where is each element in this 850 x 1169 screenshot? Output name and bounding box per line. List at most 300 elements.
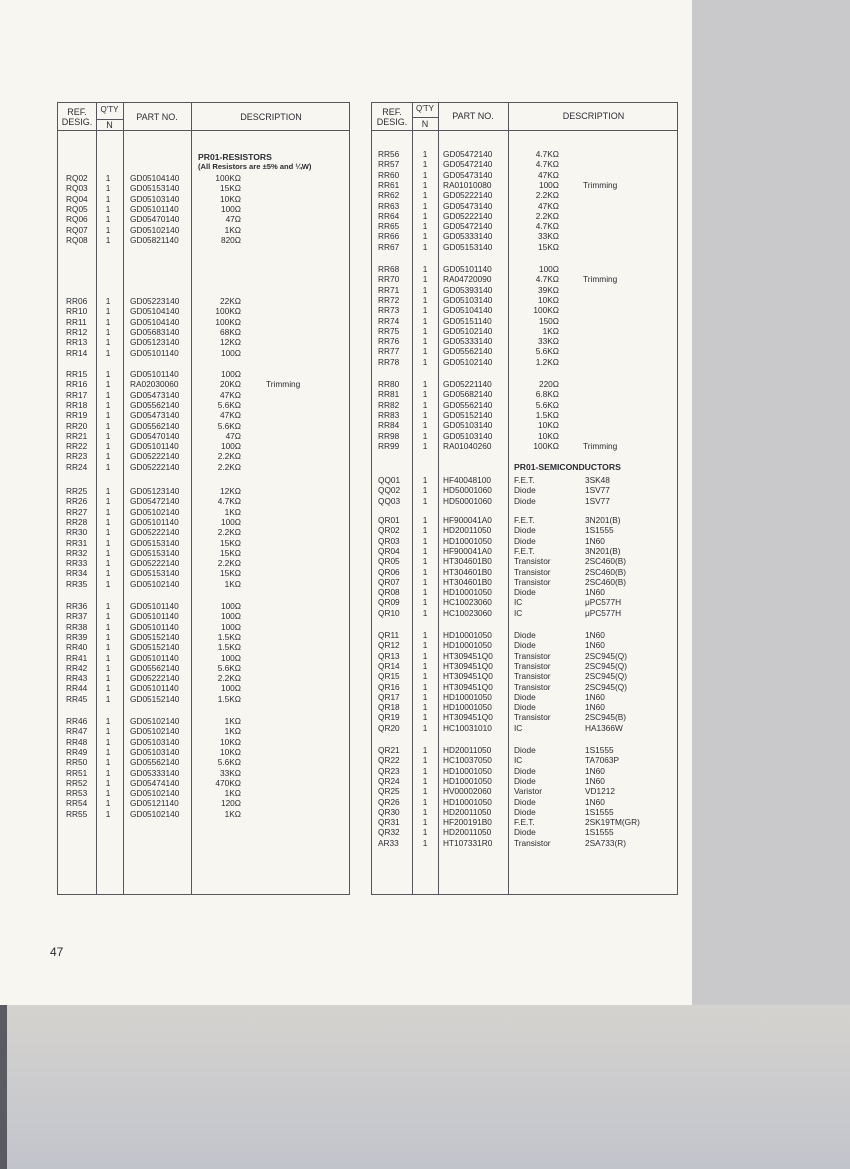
part-number: GD05102140: [443, 356, 493, 367]
part-number: GD05102140: [130, 506, 180, 517]
resistance-value: 100Ω: [220, 621, 241, 632]
ref-designator: QR01: [378, 515, 400, 525]
quantity: 1: [105, 642, 111, 653]
table-row: [58, 798, 349, 808]
part-number: GD05562140: [130, 420, 180, 431]
quantity: 1: [422, 169, 428, 180]
table-row: [372, 420, 677, 430]
table-row: [58, 390, 349, 400]
table-row: [372, 379, 677, 389]
part-number: GD05101140: [130, 611, 179, 622]
resistance-value: 15KΩ: [538, 241, 559, 252]
part-number: HF900041A0: [443, 515, 492, 525]
quantity: 1: [422, 837, 428, 848]
resistance-value: 100KΩ: [215, 316, 241, 327]
quantity: 1: [422, 190, 428, 201]
part-number: GD05473140: [443, 169, 493, 180]
quantity: 1: [105, 337, 111, 348]
ref-designator: QR13: [378, 650, 400, 661]
component-type: F.E.T.: [514, 817, 535, 828]
quantity: 1: [422, 681, 428, 692]
parts-table-left: [57, 102, 350, 895]
quantity: 1: [105, 673, 111, 684]
quantity: 1: [422, 284, 428, 295]
component-code: 1N60: [585, 640, 605, 651]
table-row: [372, 305, 677, 315]
resistance-value: 2.2KΩ: [217, 451, 241, 462]
header-divider: [372, 130, 677, 131]
quantity: 1: [422, 221, 428, 232]
part-number: GD05102140: [130, 578, 180, 589]
quantity: 1: [422, 294, 428, 305]
ref-designator: RR61: [378, 179, 400, 190]
table-row: [372, 400, 677, 410]
part-number: HT304601B0: [443, 556, 492, 567]
table-row: [58, 296, 349, 306]
part-number: GD05222140: [130, 558, 180, 569]
ref-designator: RR16: [66, 379, 88, 390]
quantity: 1: [105, 736, 111, 747]
table-row: [58, 642, 349, 652]
ref-designator: RQ05: [66, 203, 88, 214]
quantity: 1: [105, 788, 111, 799]
part-number: GD05153140: [130, 547, 180, 558]
quantity: 1: [422, 475, 428, 485]
ref-designator: RR75: [378, 325, 400, 336]
quantity: 1: [105, 193, 111, 204]
ref-designator: RQ06: [66, 214, 88, 225]
table-row: [372, 556, 677, 566]
part-number: HD20011050: [443, 745, 492, 755]
part-number: GD05473140: [130, 410, 180, 421]
ref-designator: RR73: [378, 305, 400, 316]
quantity: 1: [105, 234, 111, 245]
ref-designator: AR33: [378, 837, 399, 848]
quantity: 1: [105, 767, 111, 778]
component-type: IC: [514, 597, 523, 608]
ref-designator: RR62: [378, 190, 400, 201]
table-row: [58, 673, 349, 683]
table-row: [58, 337, 349, 347]
table-row: [58, 507, 349, 517]
ref-designator: RR80: [378, 379, 400, 389]
ref-designator: QR23: [378, 765, 400, 776]
ref-designator: RR41: [66, 652, 88, 663]
quantity: 1: [105, 578, 111, 589]
quantity: 1: [422, 495, 428, 506]
part-number: GD05821140: [130, 234, 179, 245]
table-row: [372, 671, 677, 681]
table-row: [58, 306, 349, 316]
component-code: 2SC460(B): [585, 556, 627, 567]
resistance-value: 33KΩ: [538, 336, 559, 347]
quantity: 1: [422, 827, 428, 838]
quantity: 1: [105, 451, 111, 462]
ref-designator: RR21: [66, 430, 88, 441]
part-number: GD05153140: [443, 241, 493, 252]
quantity: 1: [422, 545, 428, 556]
ref-designator: QR14: [378, 660, 400, 671]
component-type: Diode: [514, 765, 536, 776]
table-row: [372, 755, 677, 765]
resistance-value: 470KΩ: [215, 777, 241, 788]
part-number: HD50001060: [443, 485, 492, 496]
quantity: 1: [422, 346, 428, 357]
table-row: [372, 597, 677, 607]
quantity: 1: [422, 515, 428, 525]
component-code: 2SC945(Q): [585, 671, 627, 682]
quantity: 1: [105, 326, 111, 337]
ref-designator: RQ03: [66, 183, 88, 194]
table-row: [58, 653, 349, 663]
quantity: 1: [105, 798, 111, 809]
table-row: [372, 536, 677, 546]
resistance-value: 47KΩ: [538, 169, 559, 180]
description-note: Trimming: [266, 379, 301, 390]
quantity: 1: [105, 693, 111, 704]
component-type: Diode: [514, 691, 536, 702]
component-type: Transistor: [514, 671, 551, 682]
component-type: Diode: [514, 495, 536, 506]
part-number: RA02030060: [130, 379, 179, 390]
resistance-value: 2.2KΩ: [535, 210, 559, 221]
ref-designator: QR26: [378, 796, 400, 807]
ref-designator: RR71: [378, 284, 400, 295]
resistance-value: 33KΩ: [220, 767, 241, 778]
ref-designator: RR39: [66, 631, 88, 642]
table-row: [58, 183, 349, 193]
quantity: 1: [105, 757, 111, 768]
resistance-value: 10KΩ: [220, 736, 241, 747]
quantity: 1: [105, 808, 111, 819]
ref-designator: RR57: [378, 159, 400, 170]
resistance-value: 100KΩ: [533, 440, 559, 451]
part-number: GD05682140: [443, 389, 493, 400]
table-row: [58, 788, 349, 798]
header-ref-desig: REF. DESIG.: [376, 107, 408, 127]
part-number: GD05101140: [130, 203, 179, 214]
ref-designator: QR19: [378, 712, 400, 723]
qty-subheader-divider: [412, 117, 438, 118]
component-code: 2SC945(Q): [585, 681, 627, 692]
resistance-value: 1KΩ: [224, 788, 241, 799]
part-number: HD10001050: [443, 796, 492, 807]
part-number: GD05562140: [130, 757, 180, 768]
table-row: [372, 316, 677, 326]
part-number: HD20011050: [443, 525, 492, 536]
component-type: Diode: [514, 535, 536, 546]
component-code: 1N60: [585, 535, 605, 546]
part-number: GD05152140: [443, 409, 493, 420]
component-type: Varistor: [514, 786, 542, 797]
table-row: [58, 451, 349, 461]
quantity: 1: [105, 224, 111, 235]
part-number: GD05222140: [443, 190, 493, 201]
table-row: [372, 587, 677, 597]
table-row: [58, 579, 349, 589]
component-code: 2SC945(Q): [585, 660, 627, 671]
ref-designator: RR63: [378, 200, 400, 211]
part-number: HT309451Q0: [443, 681, 493, 692]
quantity: 1: [105, 173, 111, 183]
page-number: 47: [50, 945, 64, 959]
part-number: GD05474140: [130, 777, 180, 788]
component-code: 1N60: [585, 691, 605, 702]
part-number: GD05103140: [443, 430, 493, 441]
resistance-value: 4.7KΩ: [535, 274, 559, 285]
quantity: 1: [105, 461, 111, 472]
part-number: HD10001050: [443, 702, 492, 713]
quantity: 1: [422, 722, 428, 733]
part-number: HD20011050: [443, 827, 492, 838]
component-code: 1SV77: [585, 495, 610, 506]
component-code: HA1366W: [585, 722, 623, 733]
component-type: Diode: [514, 630, 536, 640]
ref-designator: RR60: [378, 169, 400, 180]
quantity: 1: [422, 440, 428, 451]
quantity: 1: [422, 210, 428, 221]
ref-designator: QR02: [378, 525, 400, 536]
component-code: 3SK48: [585, 475, 610, 485]
part-number: GD05152140: [130, 693, 180, 704]
resistance-value: 100Ω: [220, 441, 241, 452]
part-number: GD05101140: [130, 369, 179, 379]
part-number: GD05102140: [130, 808, 180, 819]
quantity: 1: [105, 441, 111, 452]
ref-designator: QR08: [378, 587, 400, 598]
component-type: Diode: [514, 745, 536, 755]
table-row: [58, 486, 349, 496]
component-code: 1N60: [585, 702, 605, 713]
resistance-value: 1KΩ: [224, 224, 241, 235]
component-type: IC: [514, 607, 523, 618]
table-row: [58, 663, 349, 673]
ref-designator: RR42: [66, 662, 88, 673]
resistance-value: 100Ω: [220, 683, 241, 694]
resistance-value: 1KΩ: [224, 726, 241, 737]
ref-designator: RR77: [378, 346, 400, 357]
quantity: 1: [422, 640, 428, 651]
quantity: 1: [105, 506, 111, 517]
ref-designator: RR82: [378, 399, 400, 410]
table-row: [372, 242, 677, 252]
ref-designator: RR50: [66, 757, 88, 768]
table-row: [58, 683, 349, 693]
ref-designator: RR14: [66, 347, 88, 358]
resistance-value: 1KΩ: [224, 808, 241, 819]
table-row: [58, 694, 349, 704]
resistance-value: 150Ω: [538, 315, 559, 326]
quantity: 1: [105, 183, 111, 194]
ref-designator: QR20: [378, 722, 400, 733]
resistance-value: 2.2KΩ: [217, 527, 241, 538]
table-row: [372, 651, 677, 661]
ref-designator: RR66: [378, 231, 400, 242]
component-code: 2SC945(B): [585, 712, 627, 723]
table-row: [372, 640, 677, 650]
table-row: [372, 766, 677, 776]
quantity: 1: [422, 420, 428, 431]
ref-designator: RR28: [66, 516, 88, 527]
resistance-value: 5.6KΩ: [535, 346, 559, 357]
quantity: 1: [422, 775, 428, 786]
ref-designator: RR35: [66, 578, 88, 589]
ref-designator: QR24: [378, 775, 400, 786]
quantity: 1: [422, 356, 428, 367]
table-row: [58, 778, 349, 788]
ref-designator: RR64: [378, 210, 400, 221]
resistance-value: 15KΩ: [220, 183, 241, 194]
ref-designator: QR32: [378, 827, 400, 838]
ref-designator: QR10: [378, 607, 400, 618]
component-code: TA7063P: [585, 755, 619, 766]
quantity: 1: [105, 420, 111, 431]
ref-designator: RQ04: [66, 193, 88, 204]
quantity: 1: [422, 660, 428, 671]
table-row: [58, 317, 349, 327]
part-number: GD05151140: [443, 315, 492, 326]
quantity: 1: [422, 159, 428, 170]
part-number: GD05103140: [130, 193, 180, 204]
quantity: 1: [422, 786, 428, 797]
table-row: [372, 475, 677, 485]
resistance-value: 12KΩ: [220, 486, 241, 496]
table-row: [372, 630, 677, 640]
resistance-value: 15KΩ: [220, 568, 241, 579]
quantity: 1: [422, 274, 428, 285]
ref-designator: QR30: [378, 806, 400, 817]
ref-designator: QR16: [378, 681, 400, 692]
part-number: HT107331R0: [443, 837, 493, 848]
component-code: 1S1555: [585, 827, 614, 838]
resistance-value: 68KΩ: [220, 326, 241, 337]
table-row: [372, 180, 677, 190]
quantity: 1: [422, 399, 428, 410]
part-number: GD05102140: [130, 716, 180, 726]
resistance-value: 5.6KΩ: [217, 757, 241, 768]
resistance-value: 6.8KΩ: [535, 389, 559, 400]
quantity: 1: [105, 716, 111, 726]
ref-designator: QR15: [378, 671, 400, 682]
quantity: 1: [105, 214, 111, 225]
part-number: HF40048100: [443, 475, 491, 485]
quantity: 1: [105, 601, 111, 611]
table-row: [58, 194, 349, 204]
component-code: 3N201(B): [585, 545, 621, 556]
quantity: 1: [105, 568, 111, 579]
table-row: [58, 517, 349, 527]
part-number: RA04720090: [443, 274, 492, 285]
component-type: Diode: [514, 587, 536, 598]
table-row: [58, 601, 349, 611]
ref-designator: RR47: [66, 726, 88, 737]
part-number: GD05222140: [130, 451, 180, 462]
section-title-resistors: PR01-RESISTORS: [198, 152, 272, 162]
ref-designator: RR45: [66, 693, 88, 704]
part-number: GD05104140: [443, 305, 493, 316]
table-row: [58, 548, 349, 558]
part-number: GD05470140: [130, 214, 180, 225]
resistance-value: 1.5KΩ: [217, 631, 241, 642]
quantity: 1: [105, 296, 111, 306]
part-number: GD05393140: [443, 284, 493, 295]
table-row: [372, 496, 677, 506]
part-number: HD10001050: [443, 765, 492, 776]
table-row: [58, 747, 349, 757]
part-number: HD50001060: [443, 495, 492, 506]
quantity: 1: [422, 576, 428, 587]
table-row: [58, 204, 349, 214]
part-number: GD05153140: [130, 183, 180, 194]
component-type: Transistor: [514, 837, 551, 848]
table-row: [58, 768, 349, 778]
part-number: GD05102140: [130, 788, 180, 799]
part-number: GD05562140: [443, 346, 493, 357]
header-description: DESCRIPTION: [240, 112, 302, 122]
quantity: 1: [105, 389, 111, 400]
ref-designator: QQ01: [378, 475, 401, 485]
part-number: HT304601B0: [443, 566, 492, 577]
resistance-value: 1.5KΩ: [217, 642, 241, 653]
component-code: 1SV77: [585, 485, 610, 496]
table-row: [58, 538, 349, 548]
part-number: HC10023060: [443, 597, 492, 608]
ref-designator: RR38: [66, 621, 88, 632]
table-row: [58, 809, 349, 819]
quantity: 1: [105, 746, 111, 757]
table-row: [372, 295, 677, 305]
quantity: 1: [422, 587, 428, 598]
part-number: GD05101140: [130, 347, 179, 358]
ref-designator: QR12: [378, 640, 400, 651]
table-row: [372, 221, 677, 231]
table-row: [58, 441, 349, 451]
component-type: Diode: [514, 702, 536, 713]
resistance-value: 47KΩ: [538, 200, 559, 211]
header-ref-desig: REF. DESIG.: [61, 107, 93, 127]
resistance-value: 1KΩ: [224, 578, 241, 589]
component-type: F.E.T.: [514, 515, 535, 525]
ref-designator: RR54: [66, 798, 88, 809]
ref-designator: RR15: [66, 369, 88, 379]
ref-designator: RR56: [378, 149, 400, 159]
table-row: [372, 797, 677, 807]
resistance-value: 100Ω: [220, 601, 241, 611]
quantity: 1: [422, 336, 428, 347]
table-row: [372, 410, 677, 420]
table-row: [372, 827, 677, 837]
table-row: [372, 326, 677, 336]
quantity: 1: [105, 316, 111, 327]
resistance-value: 10KΩ: [538, 420, 559, 431]
quantity: 1: [105, 369, 111, 379]
quantity: 1: [422, 149, 428, 159]
part-number: GD05473140: [443, 200, 493, 211]
quantity: 1: [105, 496, 111, 507]
part-number: HD10001050: [443, 587, 492, 598]
ref-designator: RR13: [66, 337, 88, 348]
resistance-value: 33KΩ: [538, 231, 559, 242]
resistance-value: 220Ω: [538, 379, 559, 389]
table-row: [58, 421, 349, 431]
table-row: [372, 608, 677, 618]
component-type: F.E.T.: [514, 475, 535, 485]
quantity: 1: [105, 662, 111, 673]
quantity: 1: [422, 745, 428, 755]
part-number: GD05472140: [443, 149, 493, 159]
component-code: 2SK19TM(GR): [585, 817, 640, 828]
quantity: 1: [422, 702, 428, 713]
